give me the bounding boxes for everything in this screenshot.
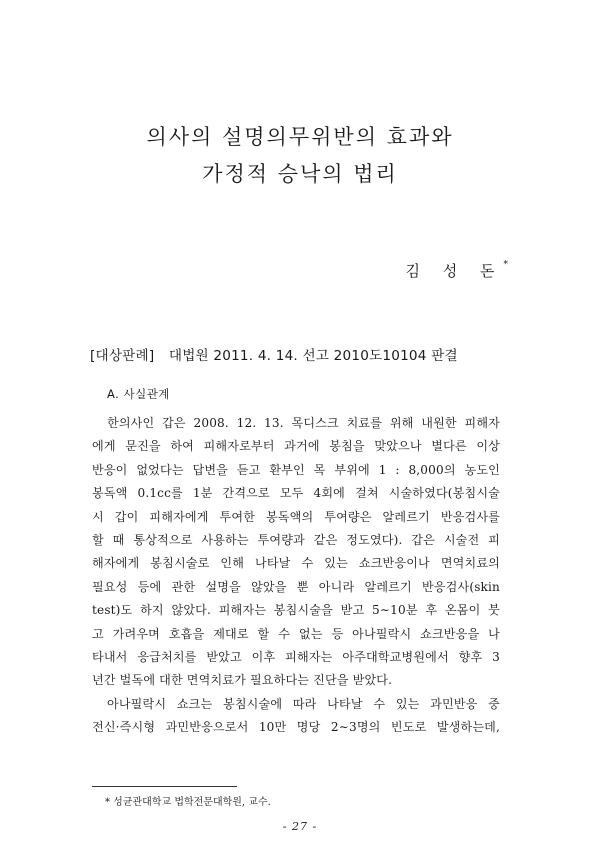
- body-line: 해자에게 봉침시술로 인해 나타날 수 있는 쇼크반응이나 면역치료의: [92, 556, 500, 571]
- body-line: 할 때 통상적으로 사용하는 투여량과 같은 정도였다). 갑은 시술전 피: [92, 532, 500, 547]
- case-citation: 대법원 2011. 4. 14. 선고 2010도10104 판결: [168, 348, 458, 364]
- body-line: 한의사인 갑은 2008. 12. 13. 목디스크 치료를 위해 내원한 피해자: [107, 416, 500, 430]
- case-tag: [대상판례]: [90, 348, 155, 364]
- body-line: 타내서 응급처치를 받았고 이후 피해자는 아주대학교병원에서 향후 3: [92, 649, 500, 664]
- article-title-line-1: 의사의 설명의무위반의 효과와: [146, 125, 454, 149]
- body-line: 에게 문진을 하여 피해자로부터 과거에 봉침을 맞았으나 별다른 이상: [92, 439, 500, 454]
- body-line: 봉독액 0.1cc를 1분 간격으로 모두 4회에 걸쳐 시술하였다(봉침시술: [92, 486, 500, 501]
- body-line: 전신·즉시형 과민반응으로서 10만 명당 2∼3명의 빈도로 발생하는데,: [92, 720, 500, 735]
- section-heading: A. 사실관계: [107, 387, 170, 401]
- body-line: 년간 벌독에 대한 면역치료가 필요하다는 진단을 받았다.: [92, 673, 393, 688]
- body-line: 시 갑이 피해자에게 투여한 봉독액의 투여량은 알레르기 반응검사를: [92, 509, 500, 524]
- body-line: 필요성 등에 관한 설명을 않았을 뿐 아니라 알레르기 반응검사(skin: [92, 579, 500, 594]
- body-line: 아나필락시 쇼크는 봉침시술에 따라 나타날 수 있는 과민반응 중: [107, 696, 500, 711]
- footnote-divider: [92, 786, 237, 787]
- author-footnote-mark: *: [503, 260, 508, 270]
- article-title-line-2: 가정적 승낙의 법리: [202, 162, 398, 186]
- author-name-text: 김 성 돈: [405, 262, 504, 280]
- footnote: * 성균관대학교 법학전문대학원, 교수.: [105, 797, 271, 808]
- page-number: - 27 -: [282, 820, 318, 833]
- author-name: [405, 260, 508, 281]
- body-paragraphs: [92, 412, 500, 739]
- body-line: test)도 하지 않았다. 피해자는 봉침시술을 받고 5∼10분 후 온몸이 붓: [92, 603, 500, 618]
- case-reference: [90, 344, 458, 364]
- body-line: 반응이 없었다는 답변을 듣고 환부인 목 부위에 1 : 8,000의 농도인: [92, 462, 500, 477]
- body-line: 고 가려우며 호흡을 제대로 할 수 없는 등 아나필락시 쇼크반응을 나: [92, 626, 500, 641]
